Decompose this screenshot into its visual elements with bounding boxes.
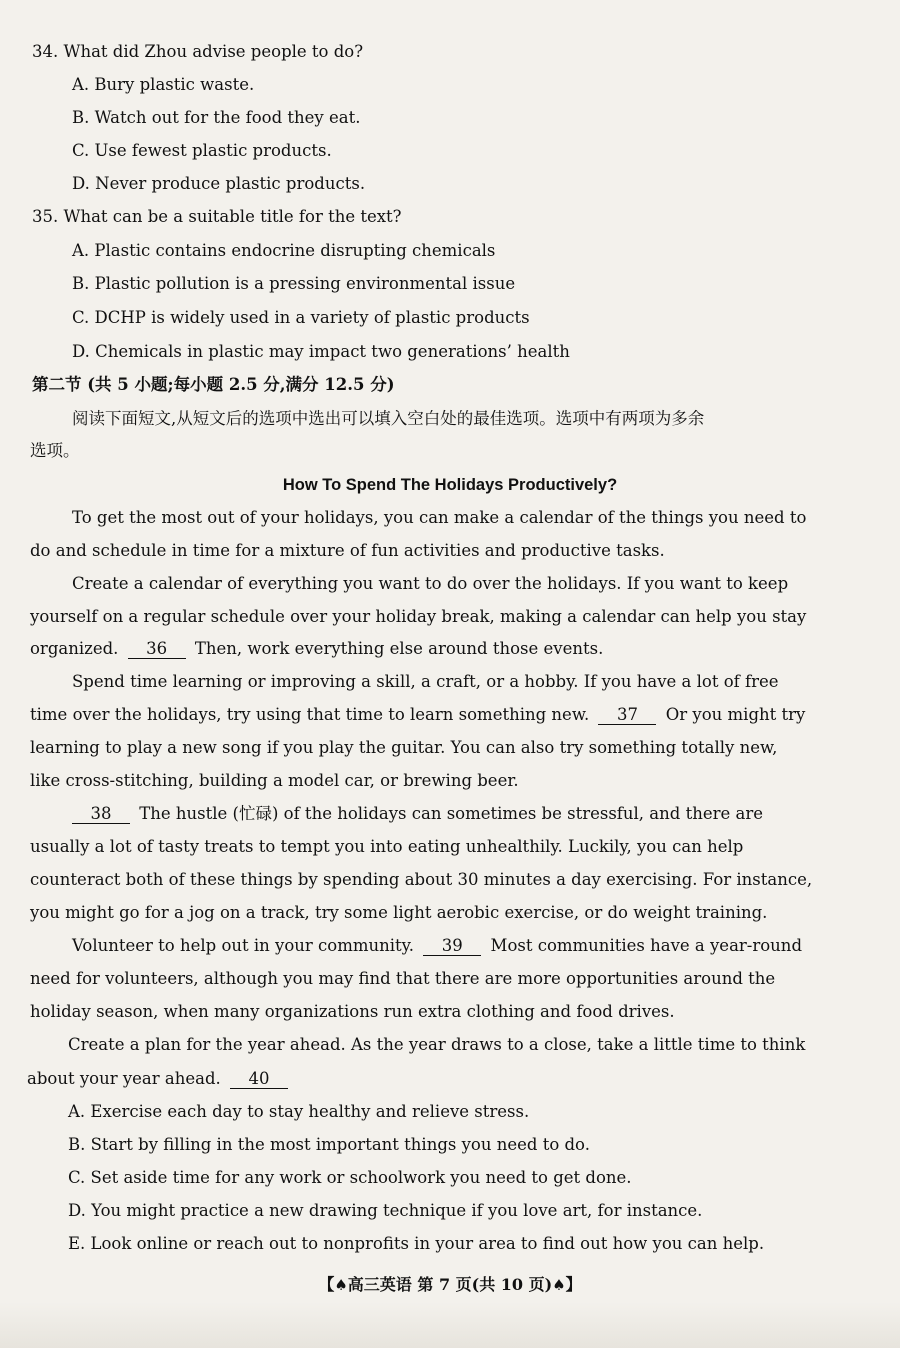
passage-text: organized. (30, 639, 119, 658)
choice-a: A. Exercise each day to stay healthy and relieve stress. (68, 1102, 530, 1121)
page-bottom-edge (0, 1302, 900, 1348)
choice-d: D. You might practice a new drawing technique if you love art, for instance. (68, 1201, 703, 1220)
spade-icon: ♠ (552, 1276, 566, 1294)
passage-title: How To Spend The Holidays Productively? (282, 476, 618, 494)
blank-40: 40 (230, 1070, 288, 1089)
passage-line: To get the most out of your holidays, you can make a calendar of the things you need to (72, 508, 807, 527)
section-header: 第二节 (共 5 小题;每小题 2.5 分,满分 12.5 分) (32, 375, 395, 394)
section-instruction: 阅读下面短文,从短文后的选项中选出可以填入空白处的最佳选项。选项中有两项为多余 (72, 409, 705, 428)
choice-b: B. Start by filling in the most important things you need to do. (68, 1135, 590, 1154)
blank-37: 37 (598, 706, 656, 725)
passage-text: Or you might try (665, 705, 806, 724)
passage-line: do and schedule in time for a mixture of fun activities and productive tasks. (30, 541, 665, 560)
passage-line: need for volunteers, although you may find that there are more opportunities around the (30, 969, 776, 988)
passage-line: Create a calendar of everything you want to do over the holidays. If you want to keep (72, 574, 789, 593)
passage-text: about your year ahead. (27, 1069, 221, 1088)
passage-text: The hustle (忙碌) of the holidays can sometimes be stressful, and there are (139, 804, 763, 823)
passage-text: Most communities have a year-round (490, 936, 803, 955)
question-35-stem: 35. What can be a suitable title for the text? (32, 207, 402, 226)
passage-line: holiday season, when many organizations run extra clothing and food drives. (30, 1002, 675, 1021)
spade-icon: ♠ (334, 1276, 348, 1294)
passage-text: time over the holidays, try using that time to learn something new. (30, 705, 590, 724)
footer-bracket-left: 【 (318, 1275, 335, 1294)
blank-36: 36 (128, 640, 186, 659)
passage-line-with-blank (27, 1069, 292, 1089)
question-35-option-a: A. Plastic contains endocrine disrupting chemicals (72, 241, 496, 260)
passage-line-with-blank (30, 639, 603, 659)
footer-text: 高三英语 第 7 页(共 10 页) (347, 1275, 553, 1294)
passage-line-with-blank (68, 804, 763, 824)
passage-text: Then, work everything else around those events. (194, 639, 604, 658)
blank-39: 39 (423, 937, 481, 956)
choice-c: C. Set aside time for any work or schoolwork you need to get done. (68, 1168, 632, 1187)
question-35-option-d: D. Chemicals in plastic may impact two generations’ health (72, 342, 570, 361)
passage-line: Create a plan for the year ahead. As the year draws to a close, take a little time to think (68, 1035, 806, 1054)
passage-text: Volunteer to help out in your community. (72, 936, 415, 955)
passage-line: you might go for a jog on a track, try some light aerobic exercise, or do weight training. (30, 903, 768, 922)
passage-line-with-blank (72, 936, 802, 956)
question-34-option-a: A. Bury plastic waste. (72, 75, 255, 94)
passage-line: counteract both of these things by spending about 30 minutes a day exercising. For instance, (30, 870, 813, 889)
page-footer (0, 1272, 900, 1295)
question-35-option-c: C. DCHP is widely used in a variety of plastic products (72, 308, 530, 327)
passage-line: yourself on a regular schedule over your holiday break, making a calendar can help you stay (30, 607, 807, 626)
choice-e: E. Look online or reach out to nonprofits in your area to find out how you can help. (68, 1234, 765, 1253)
question-34-option-b: B. Watch out for the food they eat. (72, 108, 361, 127)
passage-line: learning to play a new song if you play the guitar. You can also try something totally new, (30, 738, 778, 757)
question-34-option-d: D. Never produce plastic products. (72, 174, 366, 193)
passage-line: Spend time learning or improving a skill, a craft, or a hobby. If you have a lot of free (72, 672, 779, 691)
footer-bracket-right: 】 (565, 1275, 582, 1294)
question-34-stem: 34. What did Zhou advise people to do? (32, 42, 364, 61)
passage-line-with-blank (30, 705, 805, 725)
question-34-option-c: C. Use fewest plastic products. (72, 141, 332, 160)
question-35-option-b: B. Plastic pollution is a pressing environmental issue (72, 274, 516, 293)
blank-38: 38 (72, 805, 130, 824)
section-instruction-cont: 选项。 (30, 441, 80, 460)
passage-line: usually a lot of tasty treats to tempt you into eating unhealthily. Luckily, you can help (30, 837, 744, 856)
passage-line: like cross-stitching, building a model car, or brewing beer. (30, 771, 519, 790)
